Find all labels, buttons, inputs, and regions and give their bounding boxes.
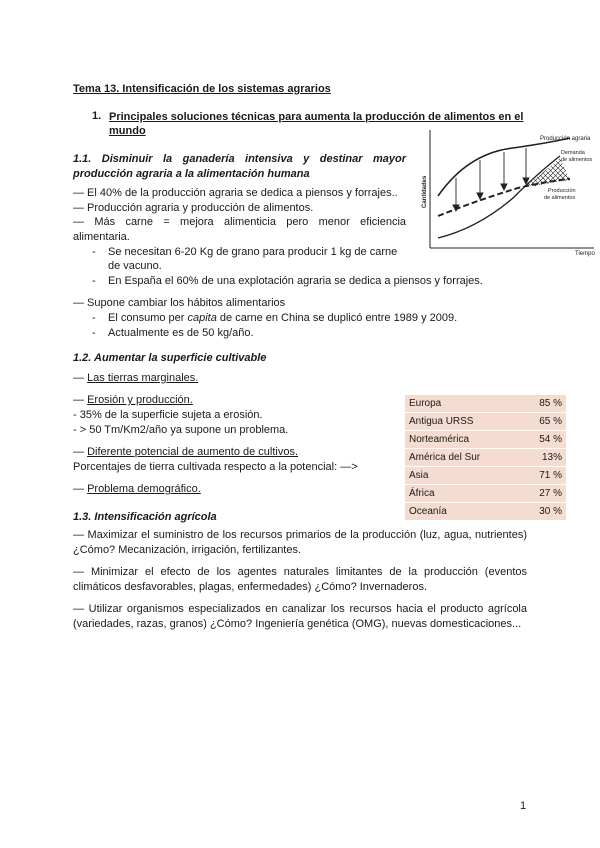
table-row bbox=[405, 467, 566, 485]
list-marker: - bbox=[92, 246, 96, 258]
region-value: 85 % bbox=[531, 395, 566, 413]
list-marker: - bbox=[92, 312, 96, 324]
text-line: — Problema demográfico. bbox=[73, 483, 201, 495]
table-row bbox=[405, 395, 566, 413]
list-item: Se necesitan 6-20 Kg de grano para producir 1 kg de carne de vacuno. bbox=[108, 246, 398, 272]
page-number: 1 bbox=[520, 800, 527, 812]
label-demand-2: de alimentos bbox=[561, 157, 593, 163]
paragraph: — Maximizar el suministro de los recursos primarios de la producción (luz, agua, nutrientes) ¿Cómo? Mecanización, irrigación, fertilizantes. bbox=[73, 529, 527, 556]
subsection-heading-1-3: 1.3. Intensificación agrícola bbox=[73, 511, 217, 523]
table-row bbox=[405, 485, 566, 503]
text-line: — Más carne = mejora alimenticia pero menor eficiencia alimentaria. bbox=[73, 216, 406, 243]
table-row bbox=[405, 449, 566, 467]
page-title: Tema 13. Intensificación de los sistemas agrarios bbox=[73, 83, 331, 95]
region-name: América del Sur bbox=[405, 449, 531, 467]
list-item: Actualmente es de 50 kg/año. bbox=[108, 327, 254, 339]
cultivated-land-table bbox=[405, 395, 566, 521]
region-value: 27 % bbox=[531, 485, 566, 503]
table-row bbox=[405, 503, 566, 521]
text-line: — Diferente potencial de aumento de cultivos. bbox=[73, 446, 299, 458]
region-name: África bbox=[405, 485, 531, 503]
subsection-heading-1-2: 1.2. Aumentar la superficie cultivable bbox=[73, 352, 267, 364]
label-food-2: de alimentos bbox=[544, 195, 576, 201]
list-marker: - bbox=[92, 327, 96, 339]
section-heading: Principales soluciones técnicas para aumenta la producción de alimentos en el mundo bbox=[109, 111, 524, 137]
region-name: Oceanía bbox=[405, 503, 531, 521]
subsection-heading-1-1: 1.1. Disminuir la ganadería intensiva y destinar mayor producción agraria a la alimentación humana bbox=[73, 153, 406, 180]
region-name: Europa bbox=[405, 395, 531, 413]
region-value: 13% bbox=[531, 449, 566, 467]
section-number: 1. bbox=[92, 110, 102, 122]
table-row bbox=[405, 431, 566, 449]
text-line: — El 40% de la producción agraria se dedica a piensos y forrajes.. bbox=[73, 187, 398, 199]
region-value: 54 % bbox=[531, 431, 566, 449]
text-line: — Supone cambiar los hábitos alimentarios bbox=[73, 297, 286, 309]
gap-arrows bbox=[453, 148, 529, 211]
text-line: — Erosión y producción. bbox=[73, 394, 193, 406]
production-demand-figure bbox=[418, 128, 600, 258]
label-food-1: Producción bbox=[548, 188, 576, 194]
label-production: Producción agraria bbox=[540, 136, 591, 142]
region-value: 71 % bbox=[531, 467, 566, 485]
region-value: 65 % bbox=[531, 413, 566, 431]
paragraph: — Minimizar el efecto de los agentes naturales limitantes de la producción (eventos climáticos desfavorables, plagas, enfermedades) ¿Cómo? Invernaderos. bbox=[73, 566, 527, 593]
text-line: — Producción agraria y producción de alimentos. bbox=[73, 202, 314, 214]
region-value: 30 % bbox=[531, 503, 566, 521]
list-marker: - bbox=[92, 275, 96, 287]
region-name: Asia bbox=[405, 467, 531, 485]
table-row bbox=[405, 413, 566, 431]
text-line: — Las tierras marginales. bbox=[73, 372, 199, 384]
text-line: Porcentajes de tierra cultivada respecto a la potencial: —> bbox=[73, 461, 358, 473]
paragraph: — Utilizar organismos especializados en canalizar los recursos hacia el producto agrícola (variedades, razas, granos) ¿Cómo? Ingeniería genética (OMG), nuevas domesticaciones... bbox=[73, 603, 527, 630]
text-line: - > 50 Tm/Km2/año ya supone un problema. bbox=[73, 424, 289, 436]
label-demand-1: Demanda bbox=[561, 150, 585, 156]
y-axis-label: Cantidades bbox=[422, 175, 428, 208]
x-axis-label: Tiempo bbox=[575, 251, 595, 257]
list-item: El consumo per capita de carne en China se duplicó entre 1989 y 2009. bbox=[108, 312, 458, 324]
region-name: Norteamérica bbox=[405, 431, 531, 449]
text-line: - 35% de la superficie sujeta a erosión. bbox=[73, 409, 263, 421]
region-name: Antigua URSS bbox=[405, 413, 531, 431]
list-item: En España el 60% de una explotación agraria se dedica a piensos y forrajes. bbox=[108, 275, 483, 287]
